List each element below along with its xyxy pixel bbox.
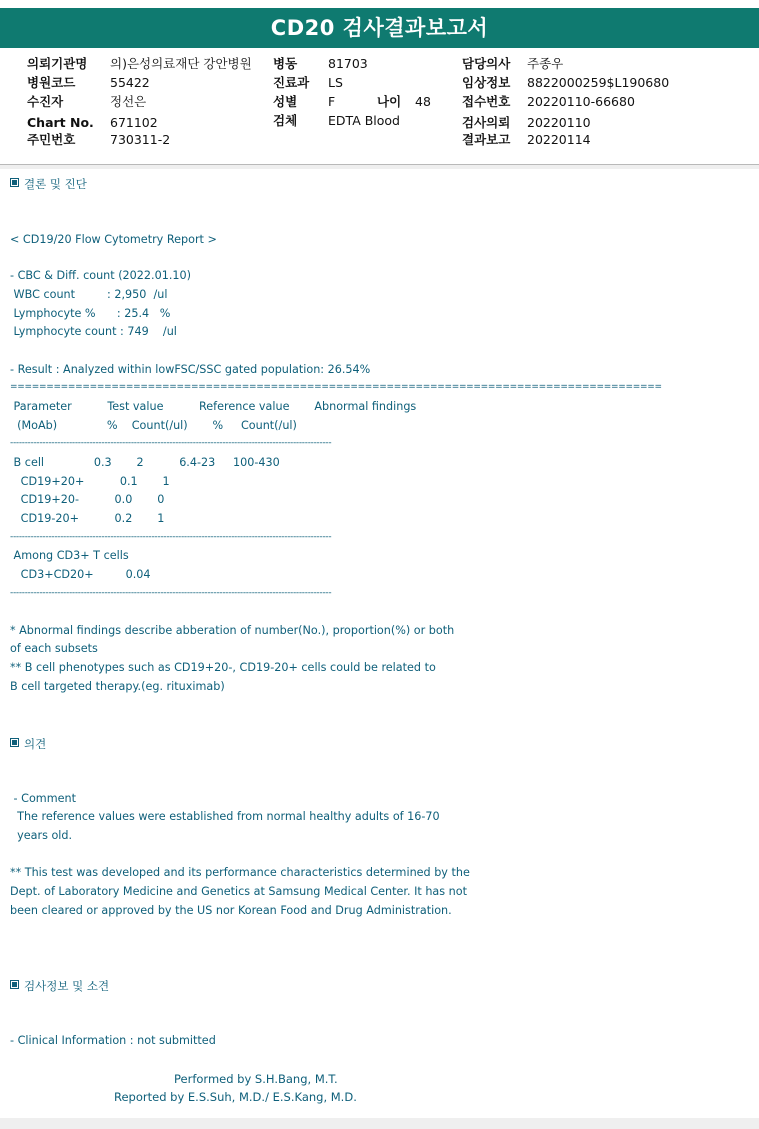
label-patient: 수진자 (27, 94, 64, 109)
label-sex: 성별 (273, 94, 298, 109)
value-request-date: 20220110 (527, 115, 591, 130)
info-department (273, 76, 343, 90)
comment-line-1: The reference values were established from normal healthy adults of 16-70 (10, 810, 440, 823)
note-phenotype-2: B cell targeted therapy.(eg. rituximab) (10, 680, 225, 693)
table-row: CD19+20- 0.0 0 (10, 493, 165, 506)
value-accession: 20220110-66680 (527, 94, 635, 109)
section-conclusion (10, 177, 87, 191)
checkbox-square-icon (10, 980, 19, 989)
value-doctor: 주종우 (527, 56, 564, 71)
label-clinical: 임상정보 (462, 75, 511, 90)
info-hospital-code (27, 76, 150, 90)
label-institution: 의뢰기관명 (27, 56, 88, 71)
info-resident-no (27, 133, 170, 147)
info-sex-age (273, 95, 431, 109)
report-title-line: < CD19/20 Flow Cytometry Report > (10, 233, 217, 246)
label-doctor: 담당의사 (462, 56, 511, 71)
label-request-date: 검사의뢰 (462, 115, 511, 130)
development-note-1: ** This test was developed and its performance characteristics determined by the (10, 866, 470, 879)
value-resident-no: 730311-2 (110, 132, 171, 147)
label-hospital-code: 병원코드 (27, 75, 76, 90)
footer-bar (0, 1118, 759, 1129)
cd3-cd20-row: CD3+CD20+ 0.04 (10, 568, 151, 581)
label-chart-no: Chart No. (27, 115, 94, 130)
table-header-2: (MoAb) % Count(/ul) % Count(/ul) (10, 419, 297, 432)
report-title: CD20 검사결과보고서 (270, 16, 489, 40)
single-rule-2: ------------------------------------------------------------------------------------------------------------- (10, 532, 332, 542)
note-phenotype-1: ** B cell phenotypes such as CD19+20-, CD19-20+ cells could be related to (10, 661, 436, 674)
wbc-count: WBC count : 2,950 /ul (10, 288, 168, 301)
label-department: 진료과 (273, 75, 310, 90)
info-specimen (273, 114, 400, 128)
info-accession (462, 95, 635, 109)
comment-title: - Comment (10, 792, 76, 805)
table-row: B cell 0.3 2 6.4-23 100-430 (10, 456, 280, 469)
value-ward: 81703 (328, 56, 368, 71)
value-chart-no: 671102 (110, 115, 158, 130)
note-abnormal-1: * Abnormal findings describe abberation of number(No.), proportion(%) or both (10, 624, 455, 637)
info-chart-no (27, 116, 158, 130)
table-header-1: Parameter Test value Reference value Abnormal findings (10, 400, 417, 413)
header-shadow (0, 165, 759, 169)
lymphocyte-count: Lymphocyte count : 749 /ul (10, 325, 177, 338)
cbc-title: - CBC & Diff. count (2022.01.10) (10, 269, 191, 282)
info-request-date (462, 116, 591, 130)
result-line: - Result : Analyzed within lowFSC/SSC gated population: 26.54% (10, 363, 371, 376)
label-ward: 병동 (273, 56, 298, 71)
single-rule-3: ------------------------------------------------------------------------------------------------------------- (10, 588, 332, 598)
info-clinical (462, 76, 669, 90)
info-ward (273, 57, 368, 71)
info-report-date (462, 133, 591, 147)
lymphocyte-percent: Lymphocyte % : 25.4 % (10, 307, 171, 320)
value-institution: 의)은성의료재단 강안병원 (110, 56, 252, 71)
info-doctor (462, 57, 563, 71)
reported-by: Reported by E.S.Suh, M.D./ E.S.Kang, M.D. (114, 1090, 357, 1104)
section-test-info (10, 979, 109, 993)
section-opinion-title: 의견 (24, 737, 47, 751)
among-cd3-title: Among CD3+ T cells (10, 549, 129, 562)
table-row: CD19-20+ 0.2 1 (10, 512, 165, 525)
checkbox-square-icon (10, 738, 19, 747)
value-department: LS (328, 75, 343, 90)
value-specimen: EDTA Blood (328, 113, 400, 128)
double-rule-1: ========================================================================================== (10, 382, 662, 392)
checkbox-square-icon (10, 178, 19, 187)
value-age: 48 (415, 94, 431, 109)
label-specimen: 검체 (273, 113, 298, 128)
single-rule-1: ------------------------------------------------------------------------------------------------------------- (10, 438, 332, 448)
label-report-date: 결과보고 (462, 132, 511, 147)
label-accession: 접수번호 (462, 94, 511, 109)
label-age: 나이 (377, 94, 402, 109)
clinical-information: - Clinical Information : not submitted (10, 1034, 216, 1047)
value-sex: F (328, 94, 336, 109)
value-clinical: 8822000259$L190680 (527, 75, 670, 90)
value-hospital-code: 55422 (110, 75, 150, 90)
value-patient: 정선은 (110, 94, 147, 109)
section-opinion (10, 737, 46, 751)
table-row: CD19+20+ 0.1 1 (10, 475, 170, 488)
info-patient (27, 95, 146, 109)
info-institution (27, 57, 252, 71)
development-note-2: Dept. of Laboratory Medicine and Genetics at Samsung Medical Center. It has not (10, 885, 467, 898)
label-resident-no: 주민번호 (27, 132, 76, 147)
performed-by: Performed by S.H.Bang, M.T. (174, 1072, 338, 1086)
note-abnormal-2: of each subsets (10, 642, 98, 655)
development-note-3: been cleared or approved by the US nor Korean Food and Drug Administration. (10, 904, 452, 917)
value-report-date: 20220114 (527, 132, 591, 147)
section-test-info-title: 검사정보 및 소견 (24, 979, 110, 993)
section-conclusion-title: 결론 및 진단 (24, 177, 87, 191)
comment-line-2: years old. (10, 829, 73, 842)
